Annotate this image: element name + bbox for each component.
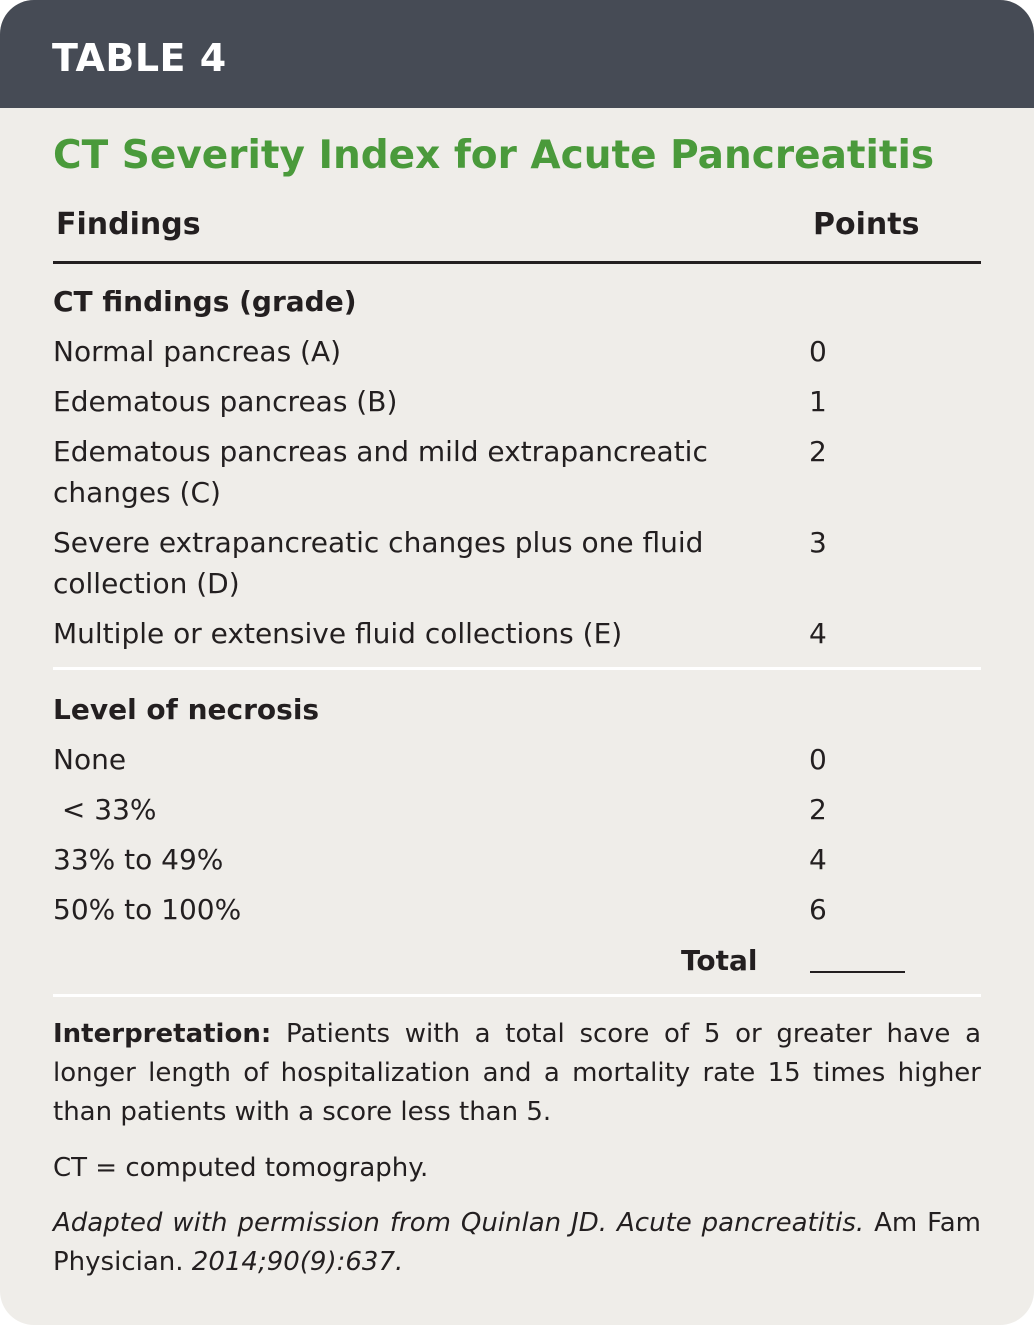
row-points: 1 xyxy=(809,385,827,418)
row-label: Severe extrapancreatic changes plus one fluid collection (D) xyxy=(53,526,704,600)
interpretation-label: Interpretation: xyxy=(53,1019,272,1049)
abbreviation-note: CT = computed tomography. xyxy=(53,1153,429,1183)
row-points: 4 xyxy=(809,843,827,876)
row-label: < 33% xyxy=(53,793,157,826)
row-label: 50% to 100% xyxy=(53,893,242,926)
header-divider xyxy=(53,261,981,264)
total-blank-line xyxy=(810,971,905,973)
column-header-points: Points xyxy=(813,207,920,242)
table-number: TABLE 4 xyxy=(52,36,227,80)
source-journal: Am Fam Physician. xyxy=(53,1208,981,1277)
row-points: 0 xyxy=(809,335,827,368)
interpretation-text: Patients with a total score of 5 or greater have a longer length of hospitalization and a mortality rate 15 times higher than patients with a score less than 5. xyxy=(53,1019,982,1127)
source-note xyxy=(53,1204,981,1282)
section-divider xyxy=(53,667,981,670)
row-label: 33% to 49% xyxy=(53,843,224,876)
row-label: Edematous pancreas and mild extrapancreatic changes (C) xyxy=(53,435,708,509)
column-header-findings: Findings xyxy=(56,207,201,242)
row-label: Multiple or extensive fluid collections (E) xyxy=(53,617,623,650)
row-points: 2 xyxy=(809,435,827,468)
table-header-bar xyxy=(0,0,1034,108)
section-heading-ct-findings: CT findings (grade) xyxy=(53,285,357,318)
row-points: 4 xyxy=(809,617,827,650)
interpretation-note xyxy=(53,1015,981,1132)
source-prefix: Adapted with permission from Quinlan JD. Acute pancreatitis. xyxy=(53,1208,865,1238)
row-points: 3 xyxy=(809,526,827,559)
table-title: CT Severity Index for Acute Pancreatitis xyxy=(53,133,935,178)
row-label: Edematous pancreas (B) xyxy=(53,385,398,418)
row-points: 0 xyxy=(809,743,827,776)
source-citation: 2014;90(9):637. xyxy=(191,1247,404,1277)
row-points: 2 xyxy=(809,793,827,826)
row-label: None xyxy=(53,743,127,776)
section-heading-necrosis: Level of necrosis xyxy=(53,693,320,726)
row-label: Normal pancreas (A) xyxy=(53,335,342,368)
footer-divider xyxy=(53,994,981,997)
total-label: Total xyxy=(681,944,758,977)
row-points: 6 xyxy=(809,893,827,926)
